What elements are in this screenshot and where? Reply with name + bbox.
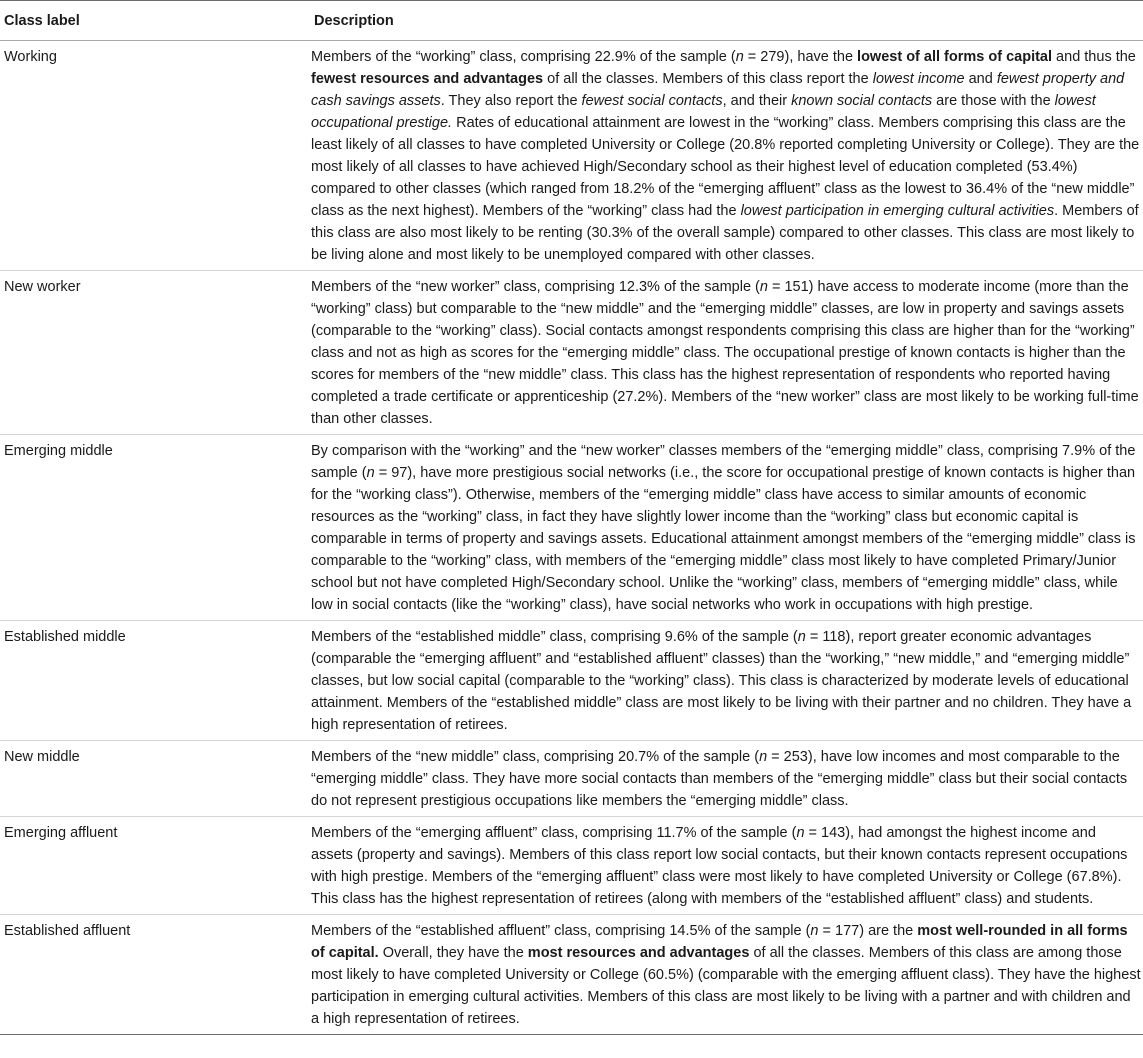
bold-phrase: lowest of all forms of capital	[857, 49, 1053, 65]
description-text: Members of the “new worker” class, comprising 12.3% of the sample (	[311, 279, 760, 295]
class-label-cell: Working	[0, 41, 310, 271]
description-text: = 143), had amongst the highest income and assets (property and savings). Members of this class report low social contacts, but their known contacts represent occupations with high prestige. Members of the “emerging affluent” class were most likely to have completed University or College (67.8%). This class has the highest representation of retirees (along with members of the “established affluent” class) and students.	[311, 825, 1128, 907]
header-row	[0, 1, 1143, 41]
table-row	[0, 741, 1143, 817]
header-description: Description	[310, 1, 1143, 41]
description-text: Rates of educational attainment are lowest in the “working” class. Members comprising this class are the least likely of all classes to have completed University or College (20.8% reported completing University or College). They are the most likely of all classes to have achieved High/Secondary school as their highest level of education completed (53.4%) compared to other classes (which ranged from 18.2% of the “emerging affluent” class as the lowest to 36.4% of the “new middle” class as the next highest). Members of the “working” class had the	[311, 115, 1140, 219]
header-class-label: Class label	[0, 1, 310, 41]
description-text: = 118), report greater economic advantages (comparable the “emerging affluent” and “established affluent” classes) than the “working,” “new middle,” and “emerging middle” classes, but low social capital (comparable to the “working” class). This class is characterized by moderate levels of educational attainment. Members of the “established middle” class are most likely to be living with their partner and no children. They have a high representation of retirees.	[311, 629, 1132, 733]
description-text: = 97), have more prestigious social networks (i.e., the score for occupational prestige of known contacts is higher than for the “working class”). Otherwise, members of the “emerging middle” class have access to similar amounts of economic resources as the “working” class, in fact they have slightly lower income than the “working” class but economic capital is comparable in terms of property and savings assets. Educational attainment amongst members of the “emerging middle” class is comparable to the “working” class, with members of the “emerging middle” class most likely to have completed Primary/Junior school but not have completed High/Secondary school. Unlike the “working” class, members of “emerging middle” class, while low in social contacts (like the “working” class), have social networks who work in occupations with high prestige.	[311, 465, 1136, 613]
description-text: = 279), have the	[743, 49, 858, 65]
italic-phrase: fewest social contacts	[581, 93, 723, 109]
italic-phrase: n	[759, 749, 768, 765]
italic-phrase: lowest occupational prestige.	[311, 93, 1096, 131]
description-text: of all the classes. Members of this class report the	[543, 71, 873, 87]
table-row	[0, 41, 1143, 271]
italic-phrase: n	[810, 923, 819, 939]
class-label-cell: New worker	[0, 271, 310, 435]
description-text: Members of the “working” class, comprising 22.9% of the sample (	[311, 49, 736, 65]
table-row	[0, 621, 1143, 741]
italic-phrase: fewest property and cash savings assets	[311, 71, 1125, 109]
description-text: = 177) are the	[818, 923, 918, 939]
italic-phrase: n	[797, 629, 806, 645]
italic-phrase: known social contacts	[791, 93, 933, 109]
description-text: . Members of this class are also most likely to be renting (30.3% of the overall sample) compared to other classes. This class are most likely to be living alone and most likely to be unemployed compared with other classes.	[311, 203, 1139, 263]
italic-phrase: n	[796, 825, 805, 841]
class-description-cell	[310, 271, 1143, 435]
description-text: , and their	[722, 93, 792, 109]
description-text: are those with the	[932, 93, 1055, 109]
class-description-cell	[310, 915, 1143, 1035]
description-text: Members of the “new middle” class, comprising 20.7% of the sample (	[311, 749, 760, 765]
class-description-cell	[310, 741, 1143, 817]
table-row	[0, 435, 1143, 621]
description-text: Members of the “established middle” class, comprising 9.6% of the sample (	[311, 629, 798, 645]
italic-phrase: lowest participation in emerging cultural activities	[740, 203, 1055, 219]
class-label-cell: Established affluent	[0, 915, 310, 1035]
italic-phrase: n	[366, 465, 375, 481]
description-text: Overall, they have the	[378, 945, 528, 961]
bold-phrase: most resources and advantages	[527, 945, 750, 961]
class-label-cell: Established middle	[0, 621, 310, 741]
italic-phrase: n	[735, 49, 744, 65]
italic-phrase: n	[759, 279, 768, 295]
class-description-cell	[310, 41, 1143, 271]
table-row	[0, 271, 1143, 435]
description-text: and thus the	[1052, 49, 1136, 65]
italic-phrase: lowest income	[872, 71, 965, 87]
description-text: . They also report the	[440, 93, 582, 109]
description-text: = 151) have access to moderate income (more than the “working” class) but comparable to the “new middle” and the “emerging middle” classes, are low in property and savings assets (comparable to the “working” class). Social contacts amongst respondents comprising this class are higher than for the “working” class and not as high as scores for the “emerging middle” class. The occupational prestige of known contacts is higher than the scores for members of the “new middle” class. This class has the highest representation of respondents who reported having completed a trade certificate or apprenticeship (27.2%). Members of the “new worker” class are most likely to be working full-time than other classes.	[311, 279, 1139, 427]
class-description-cell	[310, 621, 1143, 741]
class-label-cell: Emerging middle	[0, 435, 310, 621]
table-row	[0, 915, 1143, 1035]
description-text: Members of the “established affluent” class, comprising 14.5% of the sample (	[311, 923, 811, 939]
bold-phrase: most well-rounded in all forms of capital.	[311, 923, 1128, 961]
class-label-cell: New middle	[0, 741, 310, 817]
table-body	[0, 41, 1143, 1035]
description-text: Members of the “emerging affluent” class, comprising 11.7% of the sample (	[311, 825, 797, 841]
table-header	[0, 1, 1143, 41]
description-text: = 253), have low incomes and most comparable to the “emerging middle” class. They have more social contacts than members of the “emerging middle” class but their social contacts do not represent prestigious occupations like members the “emerging middle” class.	[311, 749, 1128, 809]
bold-phrase: fewest resources and advantages	[311, 71, 544, 87]
class-label-cell: Emerging affluent	[0, 817, 310, 915]
description-text: and	[964, 71, 997, 87]
table-row	[0, 817, 1143, 915]
description-text: of all the classes. Members of this class are among those most likely to have completed University or College (60.5%) (comparable with the emerging affluent class). They have the highest participation in emerging cultural activities. Members of this class are most likely to be living with a partner and with children and a high representation of retirees.	[311, 945, 1141, 1027]
class-description-cell	[310, 817, 1143, 915]
description-text: By comparison with the “working” and the “new worker” classes members of the “emerging middle” class, comprising 7.9% of the sample (	[311, 443, 1136, 481]
class-description-cell	[310, 435, 1143, 621]
